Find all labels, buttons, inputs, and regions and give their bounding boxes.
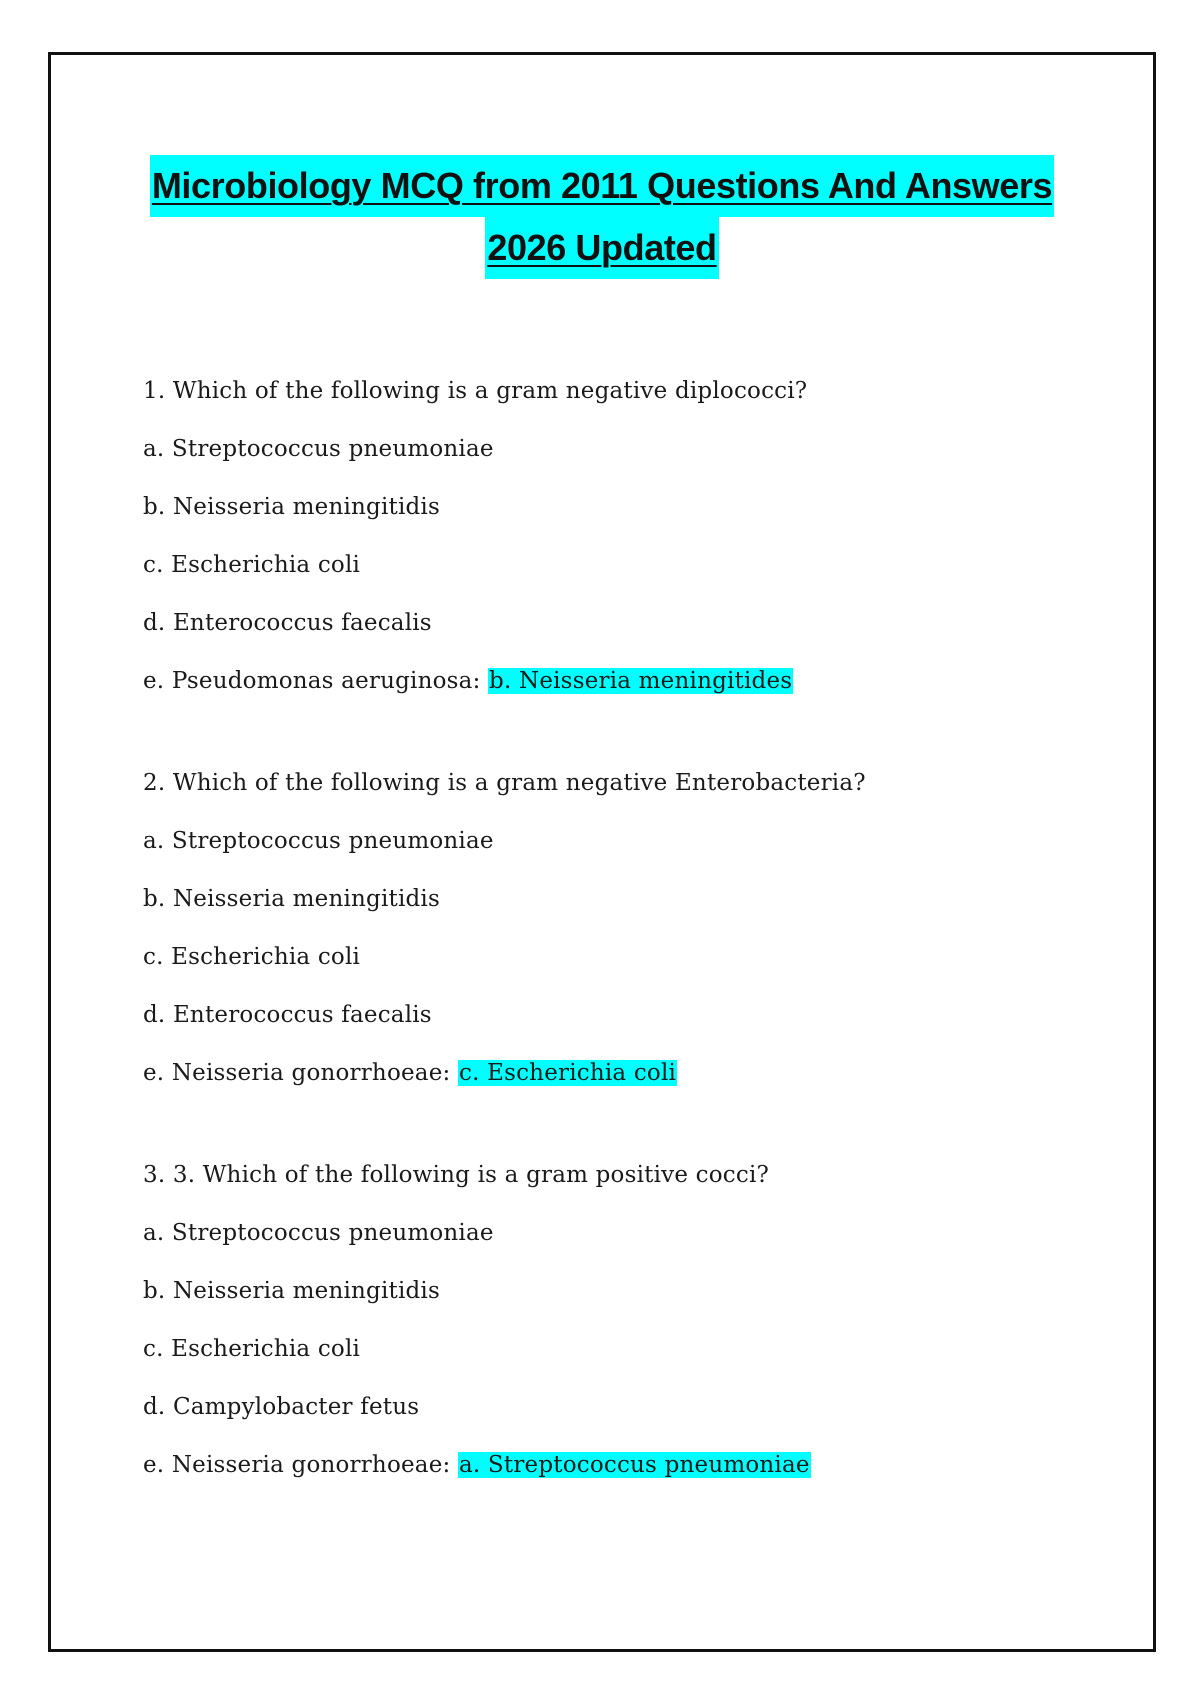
option-a: a. Streptococcus pneumoniae (143, 828, 494, 854)
option-e-with-answer (143, 667, 1093, 695)
highlighted-answer: a. Streptococcus pneumoniae (459, 1452, 810, 1478)
option-c: c. Escherichia coli (143, 552, 361, 578)
title-line-2: 2026 Updated (485, 217, 718, 279)
option-c: c. Escherichia coli (143, 944, 361, 970)
question-stem: 2. Which of the following is a gram negative Enterobacteria? (143, 770, 866, 796)
document-page (48, 52, 1156, 1652)
option-d: d. Campylobacter fetus (143, 1394, 420, 1420)
title-line-1: Microbiology MCQ from 2011 Questions And Answers (150, 155, 1054, 217)
question-stem: 3. 3. Which of the following is a gram positive cocci? (143, 1162, 770, 1188)
option-e-with-answer (143, 1451, 1093, 1479)
option-b: b. Neisseria meningitidis (143, 494, 440, 520)
highlighted-answer: b. Neisseria meningitides (489, 668, 793, 694)
option-a: a. Streptococcus pneumoniae (143, 436, 494, 462)
option-b: b. Neisseria meningitidis (143, 886, 440, 912)
option-e: e. Pseudomonas aeruginosa: (143, 668, 481, 694)
question-list (143, 377, 1093, 1553)
option-e: e. Neisseria gonorrhoeae: (143, 1452, 451, 1478)
option-e-with-answer (143, 1059, 1093, 1087)
option-c: c. Escherichia coli (143, 1336, 361, 1362)
option-a: a. Streptococcus pneumoniae (143, 1220, 494, 1246)
option-b: b. Neisseria meningitidis (143, 1278, 440, 1304)
question-2 (143, 769, 1093, 1087)
highlighted-answer: c. Escherichia coli (459, 1060, 677, 1086)
option-e: e. Neisseria gonorrhoeae: (143, 1060, 451, 1086)
option-d: d. Enterococcus faecalis (143, 1002, 432, 1028)
question-3 (143, 1161, 1093, 1479)
question-stem: 1. Which of the following is a gram negative diplococci? (143, 378, 808, 404)
question-1 (143, 377, 1093, 695)
document-title (51, 155, 1153, 279)
option-d: d. Enterococcus faecalis (143, 610, 432, 636)
